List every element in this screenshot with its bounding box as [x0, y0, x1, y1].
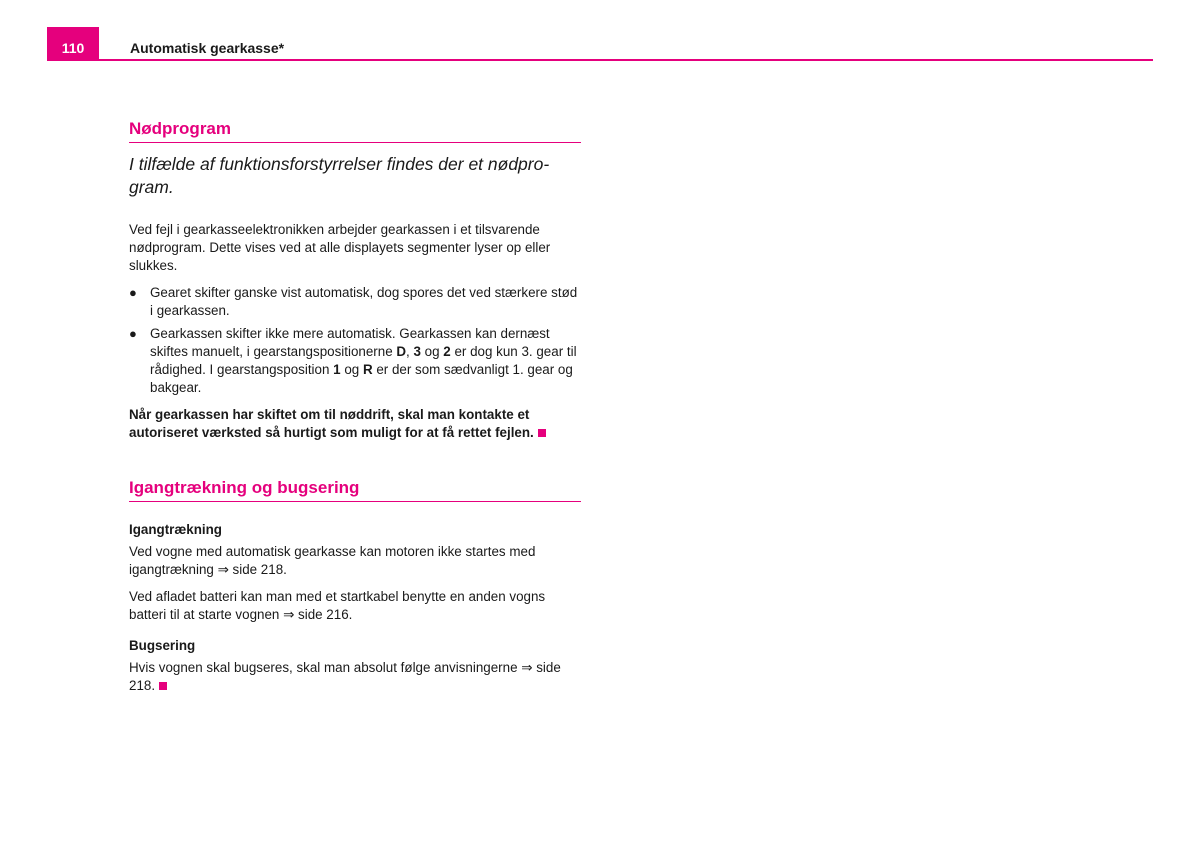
end-square-icon	[538, 429, 546, 437]
section-towing	[129, 478, 581, 695]
bullet-text: Gearet skifter ganske vist automatisk, dog spores det ved stærkere stød i gearkassen.	[150, 285, 578, 318]
battery-paragraph: Ved afladet batteri kan man med et startkabel benytte en anden vogns batteri til at starte vognen ⇒ side 216.	[129, 589, 546, 622]
subheading-jump-start: Igangtrækning	[129, 522, 222, 537]
header-rule	[47, 59, 1153, 61]
towing-paragraph: Hvis vognen skal bugseres, skal man absolut følge anvisningerne ⇒ side 218.	[129, 660, 561, 693]
end-square-icon	[159, 682, 167, 690]
list-item	[129, 284, 581, 320]
page-header-title: Automatisk gearkasse*	[130, 40, 285, 56]
intro-paragraph: Ved fejl i gearkasseelektronikken arbejder gearkassen i et tilsvarende nødprogram. Dette vises ved at alle displayets segmenter lyser op eller slukkes.	[129, 222, 551, 273]
list-item	[129, 325, 581, 397]
section-title-towing: Igangtrækning og bugsering	[129, 478, 581, 502]
bullet-dot-icon: ●	[129, 326, 137, 341]
section-emergency-program	[129, 119, 581, 442]
jump-start-paragraph: Ved vogne med automatisk gearkasse kan motoren ikke startes med igangtrækning ⇒ side 218.	[129, 544, 536, 577]
warning-paragraph: Når gearkassen har skiftet om til nøddrift, skal man kontakte et autoriseret værksted så hurtigt som muligt for at få rettet fejlen.	[129, 406, 581, 442]
section-lead: I tilfælde af funktionsforstyrrelser findes der et nødpro-gram.	[129, 154, 550, 197]
page-number: 110	[47, 27, 99, 61]
subheading-towing: Bugsering	[129, 638, 196, 653]
bullet-text: Gearkassen skifter ikke mere automatisk. Gearkassen kan dernæst skiftes manuelt, i gearstangspositionerne D, 3 og 2 er dog kun 3. gear til rådighed. I gearstangsposition 1 og R er der som sædvanligt 1. gear og bakgear.	[150, 326, 577, 395]
section-title-emergency: Nødprogram	[129, 119, 581, 143]
bullet-dot-icon: ●	[129, 285, 137, 300]
